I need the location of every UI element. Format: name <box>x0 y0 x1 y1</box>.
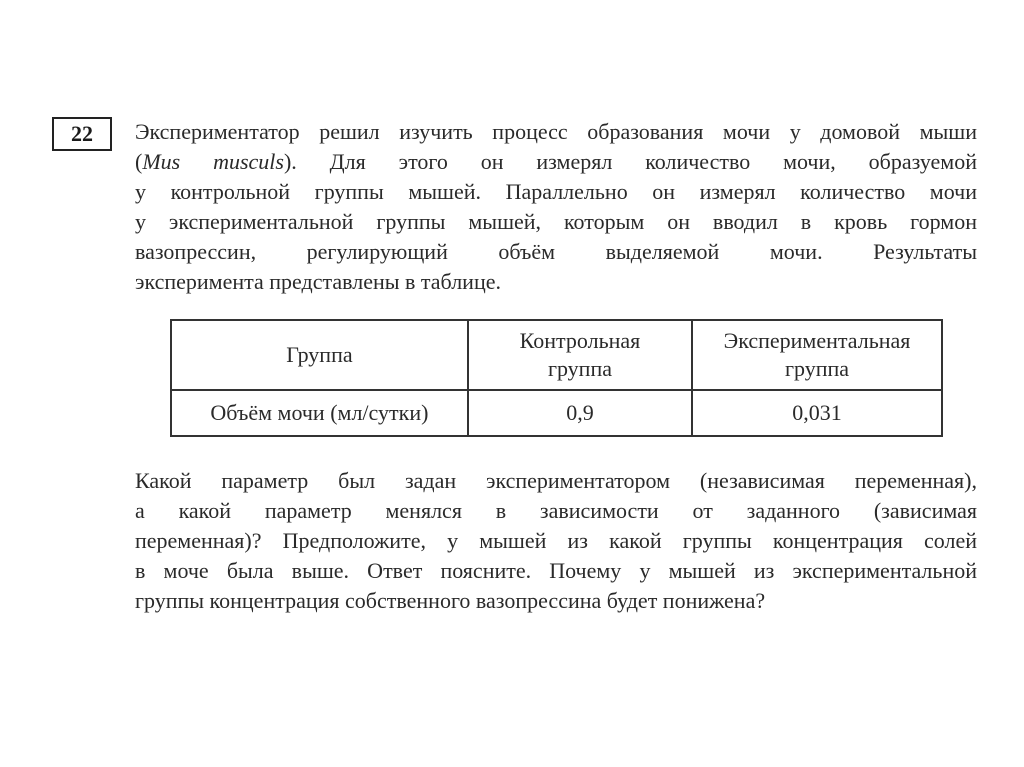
species-close: ). <box>283 149 297 174</box>
species-open: ( <box>135 149 143 174</box>
results-table <box>170 319 943 437</box>
row-label-cell: Объём мочи (мл/сутки) <box>171 390 468 436</box>
question-line: а какой параметр менялся в зависимости от заданного (зависимая <box>135 498 977 523</box>
header-cell-group: Группа <box>171 320 468 390</box>
experimental-value-cell: 0,031 <box>692 390 942 436</box>
control-value-cell: 0,9 <box>468 390 692 436</box>
question-line: переменная)? Предположите, у мышей из какой группы концентрация солей <box>135 528 977 553</box>
question-line: в моче была выше. Ответ поясните. Почему у мышей из экспериментальной <box>135 558 977 583</box>
task-intro-text <box>135 117 977 297</box>
intro-line: у контрольной группы мышей. Параллельно он измерял количество мочи <box>135 179 977 204</box>
table-row <box>171 390 942 436</box>
intro-line-species <box>135 147 977 177</box>
table-header-row <box>171 320 942 390</box>
header-cell-control: Контрольная группа <box>468 320 692 390</box>
intro-line: Экспериментатор решил изучить процесс образования мочи у домовой мыши <box>135 119 977 144</box>
task-number-box: 22 <box>52 117 112 151</box>
intro-line: эксперимента представлены в таблице. <box>135 269 501 294</box>
question-line: Какой параметр был задан экспериментатором (независимая переменная), <box>135 468 977 493</box>
species-name: Mus musculs <box>142 149 284 174</box>
question-line: группы концентрация собственного вазопрессина будет понижена? <box>135 588 766 613</box>
intro-line-rest: Для этого он измерял количество мочи, образуемой <box>329 149 977 174</box>
header-cell-experimental: Экспериментальная группа <box>692 320 942 390</box>
intro-line: у экспериментальной группы мышей, которым он вводил в кровь гормон <box>135 209 977 234</box>
intro-line: вазопрессин, регулирующий объём выделяемой мочи. Результаты <box>135 239 977 264</box>
question-text <box>135 466 977 616</box>
